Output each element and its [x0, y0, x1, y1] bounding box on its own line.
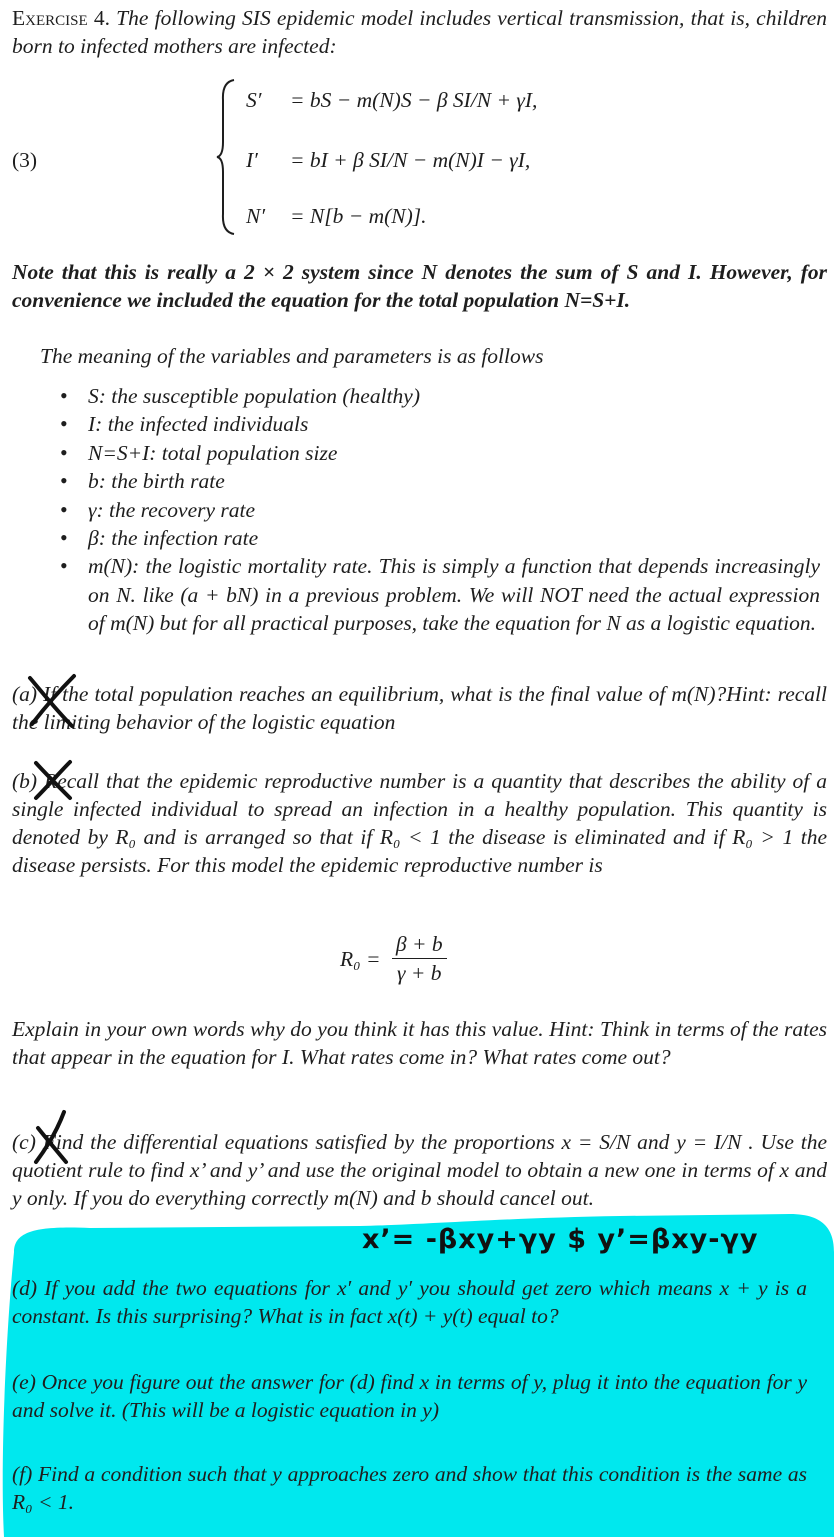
equation-lhs: I′	[246, 148, 258, 172]
part-e: (e) Once you figure out the answer for (d) find x in terms of y, plug it into the equation for y and solve it. (This will be a logistic equation in y)	[12, 1370, 807, 1422]
part-a: (a) If the total population reaches an equilibrium, what is the final value of m(N)?Hint: recall the limiting behavior of the logistic equation	[12, 682, 827, 734]
equation-row-n	[246, 202, 427, 230]
list-item: • S: the susceptible population (healthy)	[60, 382, 820, 410]
handwritten-answer: x’= -βxy+γy $ y’=βxy-γy	[362, 1224, 759, 1255]
left-brace	[216, 78, 236, 236]
equation-lhs: N′	[246, 204, 266, 228]
part-b: (b) Recall that the epidemic reproductive number is a quantity that describes the ability of a single infected individual to spread an infection in a healthy population. This quantity is denoted by R₀ and is arranged so that if R₀ < 1 the disease is eliminated and if R₀ > 1 the disease persists. For this model the epidemic reproductive number is	[12, 769, 827, 877]
formula-fraction	[392, 930, 447, 987]
exercise-header	[12, 4, 827, 60]
list-item: • I: the infected individuals	[60, 410, 820, 438]
equation-rhs: = N[b − m(N)].	[290, 204, 427, 228]
list-item: • N=S+I: total population size	[60, 439, 820, 467]
equation-lhs: S′	[246, 88, 262, 112]
formula-denominator: γ + b	[392, 958, 447, 987]
equation-rhs: = bS − m(N)S − β SI/N + γI,	[290, 88, 538, 112]
formula-numerator: β + b	[395, 932, 443, 956]
part-f: (f) Find a condition such that y approaches zero and show that this condition is the same as R₀ < 1.	[12, 1462, 807, 1514]
equation-row-i	[246, 146, 530, 174]
formula-lhs: R₀ =	[340, 946, 381, 971]
equation-row-s	[246, 86, 537, 114]
list-item: • m(N): the logistic mortality rate. This is simply a function that depends increasingly on N. like (a + bN) in a previous problem. We will NOT need the actual expression of m(N) but for all practical purposes, take the equation for N as a logistic equation.	[60, 552, 820, 637]
list-item: • b: the birth rate	[60, 467, 820, 495]
cross-mark-icon	[30, 758, 76, 802]
note-paragraph: Note that this is really a 2 × 2 system since N denotes the sum of S and I. However, for convenience we included the equation for the total population N=S+I.	[12, 260, 827, 312]
list-item: • β: the infection rate	[60, 524, 820, 552]
r0-formula	[340, 930, 520, 987]
definitions-list	[60, 382, 820, 638]
part-d: (d) If you add the two equations for x′ and y′ you should get zero which means x + y is a constant. Is this surprising? What is in fact x(t) + y(t) equal to?	[12, 1276, 807, 1328]
cross-mark-icon	[30, 1108, 72, 1166]
list-item: • γ: the recovery rate	[60, 496, 820, 524]
equation-rhs: = bI + β SI/N − m(N)I − γI,	[290, 148, 531, 172]
cross-mark-icon	[24, 672, 80, 730]
meaning-intro: The meaning of the variables and parameters is as follows	[40, 344, 544, 368]
part-b-explain: Explain in your own words why do you think it has this value. Hint: Think in terms of the rates that appear in the equation for I. What rates come in? What rates come out?	[12, 1017, 827, 1069]
part-c: (c) Find the differential equations satisfied by the proportions x = S/N and y = I/N . Use the quotient rule to find x’ and y’ and use the original model to obtain a new one in terms of x and y only. If you do everything correctly m(N) and b should cancel out.	[12, 1130, 827, 1210]
exercise-intro: The following SIS epidemic model includes vertical transmission, that is, children born to infected mothers are infected:	[12, 6, 828, 58]
equation-tag: (3)	[12, 148, 38, 172]
exercise-label: Exercise 4.	[12, 6, 110, 30]
